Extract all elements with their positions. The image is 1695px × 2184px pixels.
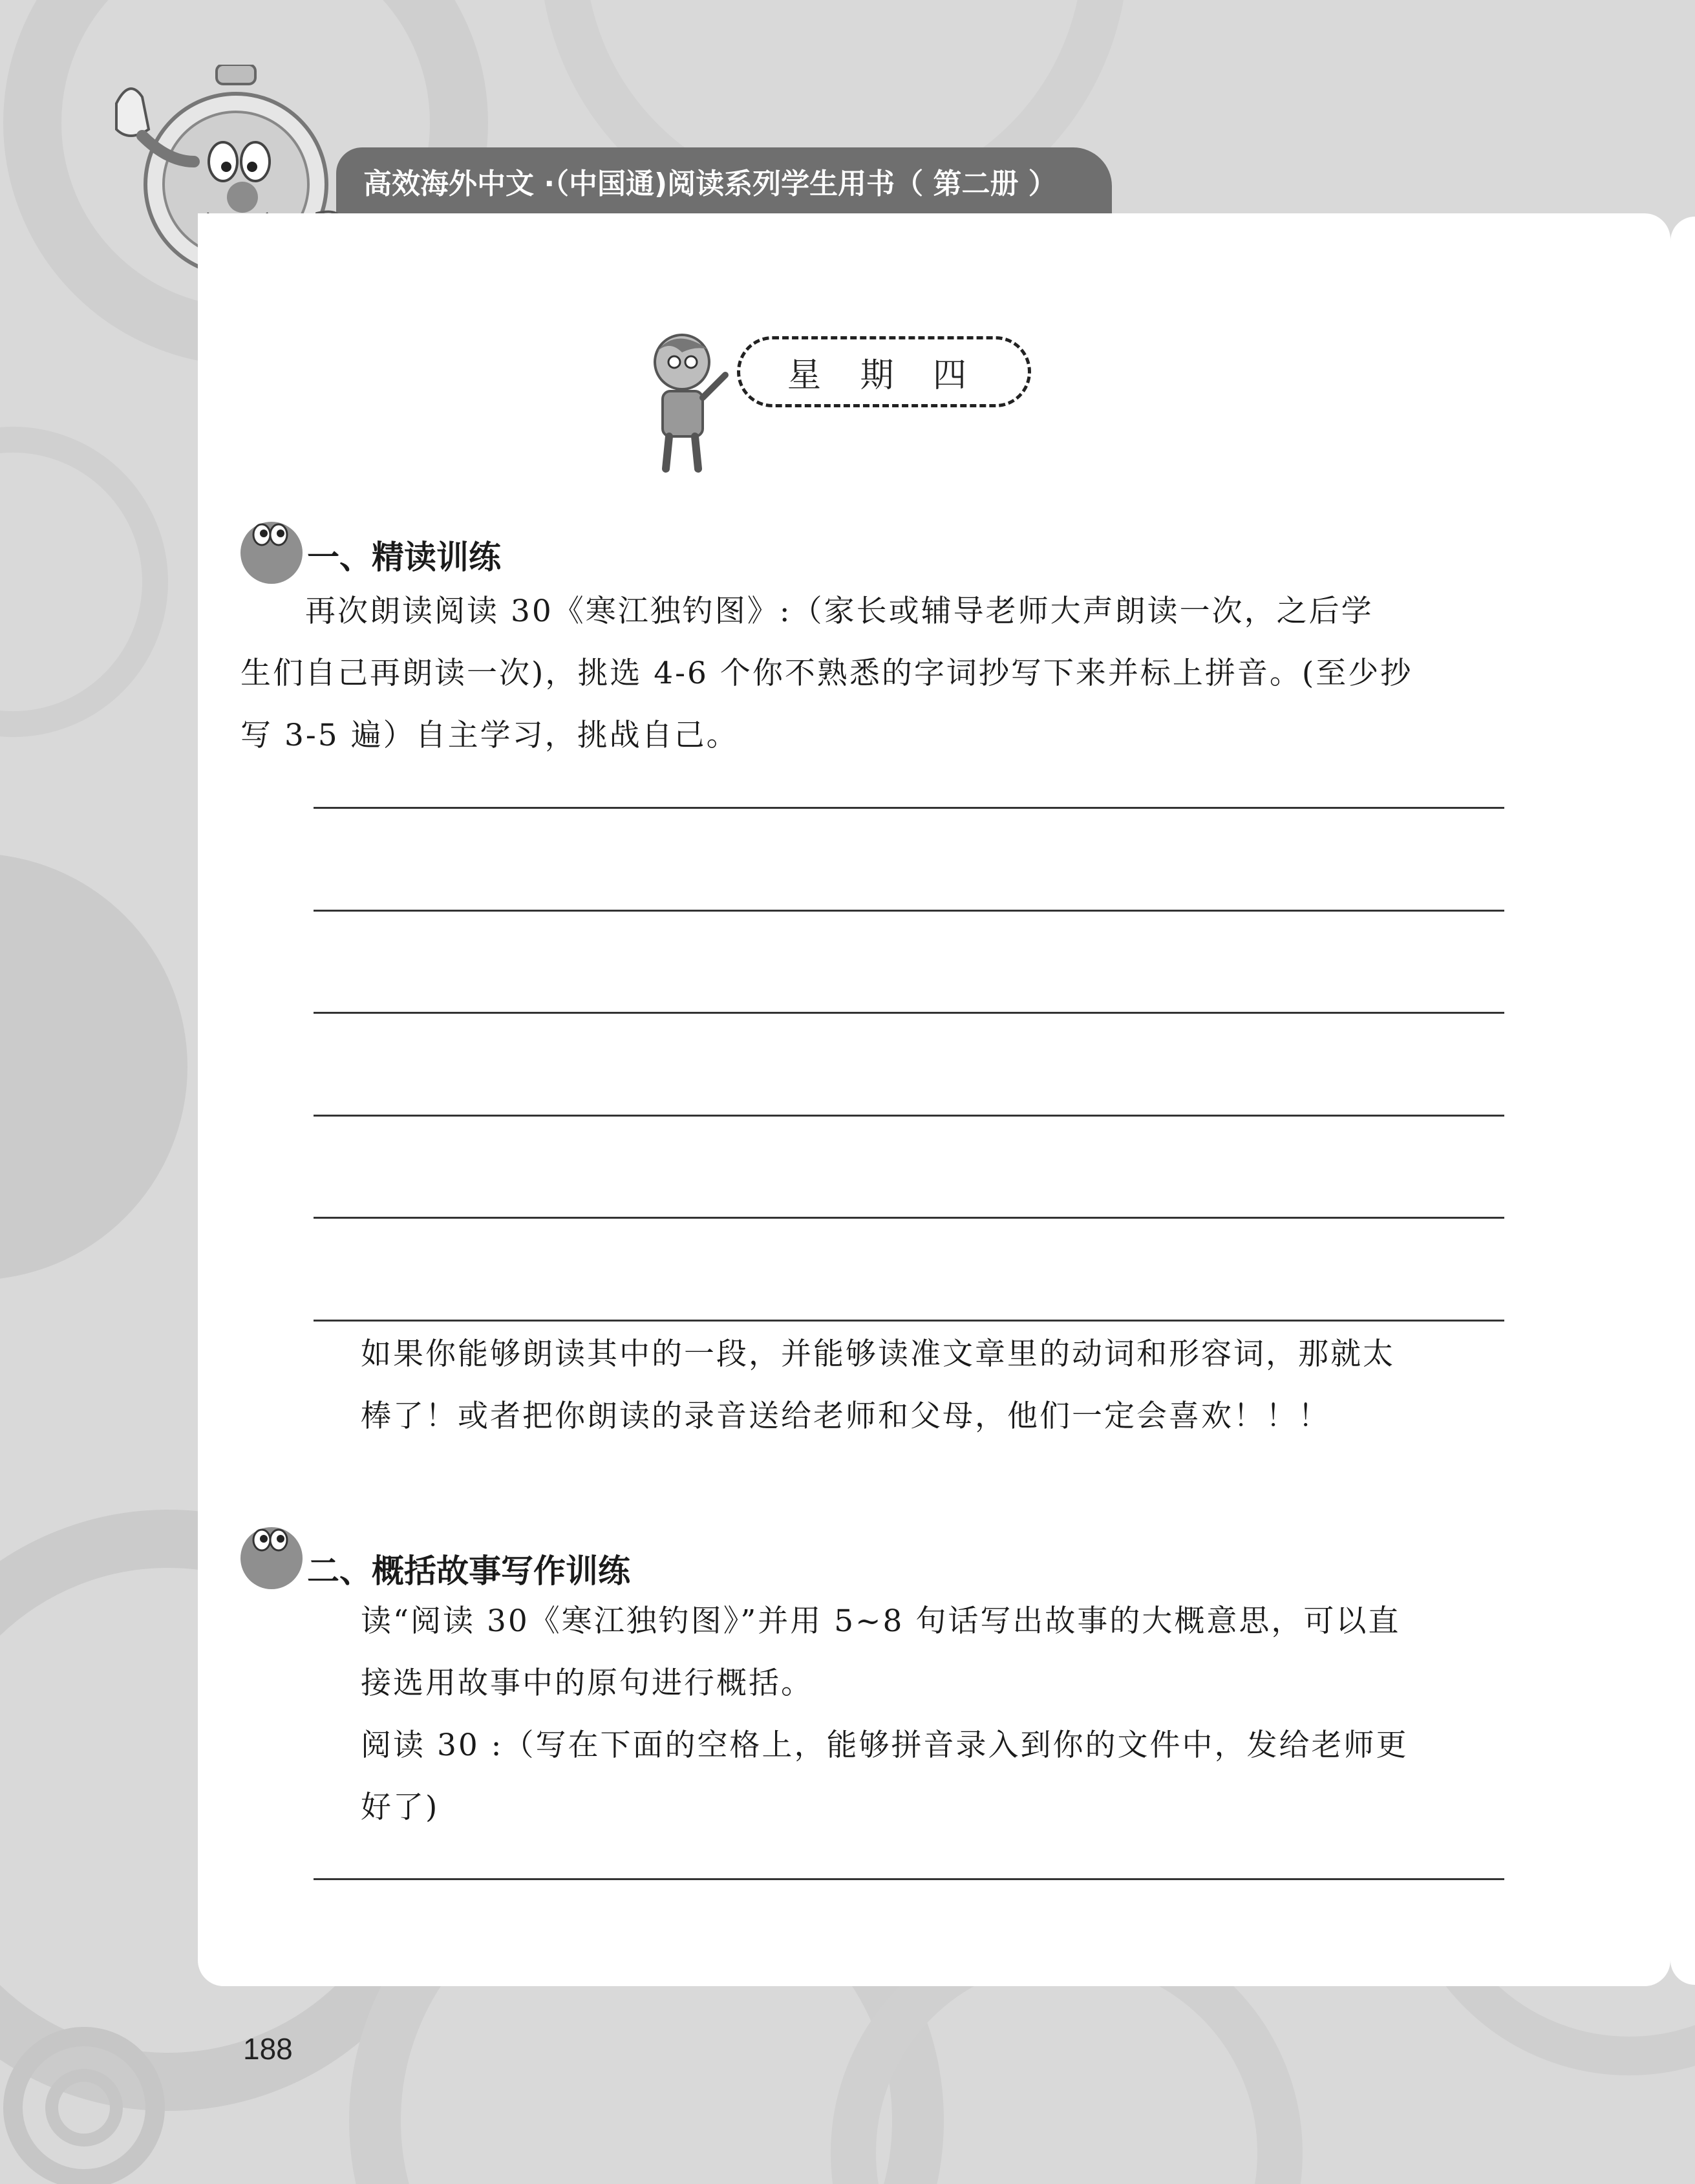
boy-mascot-icon	[637, 327, 734, 475]
day-banner: 星 期 四	[737, 336, 1031, 407]
text-line: 写 3-5 遍）自主学习，挑战自己。	[240, 718, 739, 753]
smiley-ball-icon	[236, 1519, 307, 1590]
section1-instructions	[240, 581, 1508, 767]
page-number: 188	[243, 2032, 293, 2066]
section2-instructions	[361, 1590, 1511, 1839]
text-line: 阅读 30 :（写在下面的空格上，能够拼音录入到你的文件中，发给老师更	[361, 1728, 1409, 1763]
writing-line[interactable]	[314, 1217, 1504, 1219]
text-line: 棒了！或者把你朗读的录音送给老师和父母，他们一定会喜欢！！！	[361, 1398, 1330, 1434]
text-line: 如果你能够朗读其中的一段，并能够读准文章里的动词和形容词，那就太	[361, 1336, 1395, 1372]
writing-line[interactable]	[314, 1320, 1504, 1322]
smiley-ball-icon	[236, 514, 307, 585]
section-title-summary-writing: 二、概括故事写作训练	[307, 1552, 630, 1590]
text-line: 读“阅读 30《寒江独钓图》”并用 5~8 句话写出故事的大概意思，可以直	[361, 1603, 1401, 1639]
right-page-tab	[1670, 217, 1695, 1985]
writing-line[interactable]	[314, 1115, 1504, 1117]
section-title-intensive-reading: 一、精读训练	[307, 539, 501, 576]
writing-line[interactable]	[314, 910, 1504, 912]
writing-line[interactable]	[314, 807, 1504, 809]
text-line: 好了)	[361, 1790, 440, 1825]
text-line: 生们自己再朗读一次)，挑选 4-6 个你不熟悉的字词抄写下来并标上拼音。(至少抄	[240, 656, 1413, 691]
section1-note	[361, 1323, 1511, 1448]
writing-line[interactable]	[314, 1012, 1504, 1014]
text-line: 再次朗读阅读 30《寒江独钓图》:（家长或辅导老师大声朗读一次，之后学	[240, 594, 1374, 629]
writing-line[interactable]	[314, 1878, 1504, 1880]
text-line: 接选用故事中的原句进行概括。	[361, 1665, 813, 1701]
header-title: 高效海外中文 ·（中国通)阅读系列学生用书（ 第二册 ）	[363, 167, 1057, 200]
